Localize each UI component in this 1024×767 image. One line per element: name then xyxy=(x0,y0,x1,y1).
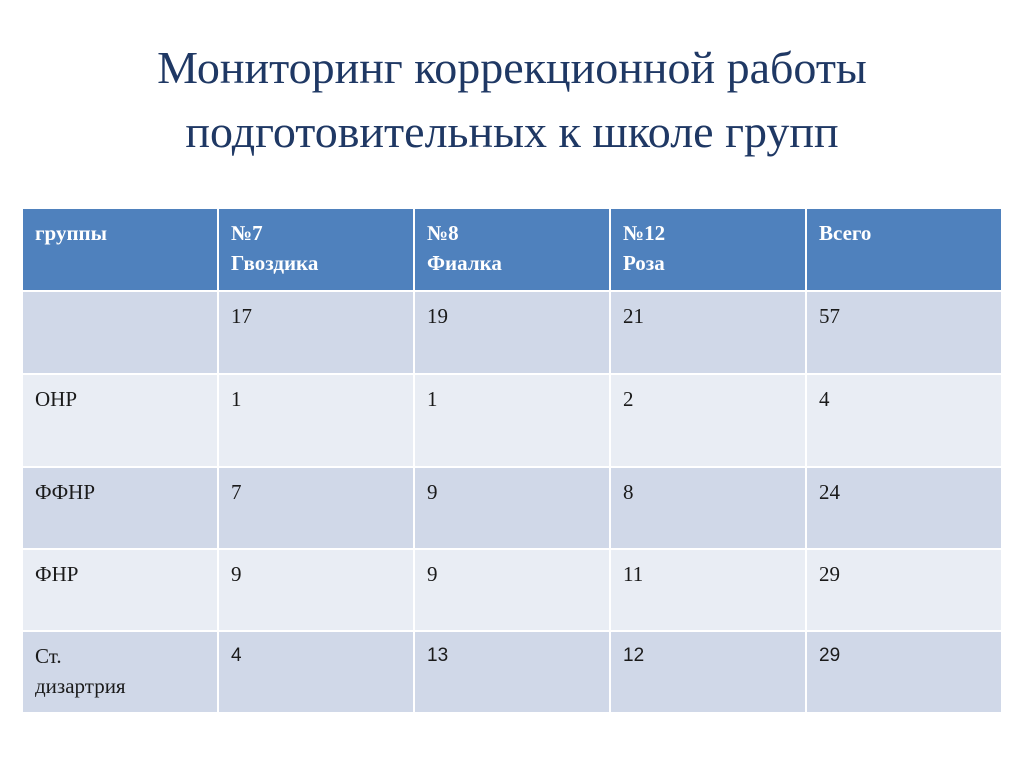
row-label-line-2: дизартрия xyxy=(35,674,126,698)
value-cell: 24 xyxy=(806,467,1002,549)
table-header-row xyxy=(22,208,1002,291)
value-cell: 4 xyxy=(218,631,414,713)
value-cell: 1 xyxy=(218,374,414,467)
value-cell: 17 xyxy=(218,291,414,374)
row-label-cell xyxy=(22,631,218,713)
value-cell: 7 xyxy=(218,467,414,549)
slide-title xyxy=(40,36,984,164)
header-cell-group-12 xyxy=(610,208,806,291)
header-group-7-name: Гвоздика xyxy=(231,251,319,275)
table-row xyxy=(22,291,1002,374)
value-cell: 8 xyxy=(610,467,806,549)
table-row xyxy=(22,549,1002,631)
header-group-8-number: №8 xyxy=(427,221,459,245)
header-total-label: Всего xyxy=(819,221,872,245)
table-row xyxy=(22,631,1002,713)
header-cell-groups xyxy=(22,208,218,291)
table-row xyxy=(22,467,1002,549)
header-group-12-number: №12 xyxy=(623,221,666,245)
row-label-cell: ФНР xyxy=(22,549,218,631)
row-label-cell: ОНР xyxy=(22,374,218,467)
value-cell: 21 xyxy=(610,291,806,374)
table-row xyxy=(22,374,1002,467)
header-cell-group-8 xyxy=(414,208,610,291)
header-group-12-name: Роза xyxy=(623,251,665,275)
value-cell: 2 xyxy=(610,374,806,467)
value-cell: 9 xyxy=(218,549,414,631)
header-cell-group-7 xyxy=(218,208,414,291)
value-cell: 9 xyxy=(414,467,610,549)
row-label-cell: ФФНР xyxy=(22,467,218,549)
value-cell: 12 xyxy=(610,631,806,713)
header-group-7-number: №7 xyxy=(231,221,263,245)
value-cell: 19 xyxy=(414,291,610,374)
slide-title-line-2: подготовительных к школе групп xyxy=(185,106,839,157)
slide-title-line-1: Мониторинг коррекционной работы xyxy=(157,42,867,93)
value-cell: 29 xyxy=(806,631,1002,713)
row-label-cell xyxy=(22,291,218,374)
value-cell: 57 xyxy=(806,291,1002,374)
header-group-8-name: Фиалка xyxy=(427,251,502,275)
monitoring-table xyxy=(21,207,1003,714)
value-cell: 29 xyxy=(806,549,1002,631)
value-cell: 11 xyxy=(610,549,806,631)
value-cell: 9 xyxy=(414,549,610,631)
value-cell: 4 xyxy=(806,374,1002,467)
row-label-line-1: Ст. xyxy=(35,644,62,668)
value-cell: 13 xyxy=(414,631,610,713)
header-cell-total xyxy=(806,208,1002,291)
value-cell: 1 xyxy=(414,374,610,467)
header-groups-label: группы xyxy=(35,221,108,245)
